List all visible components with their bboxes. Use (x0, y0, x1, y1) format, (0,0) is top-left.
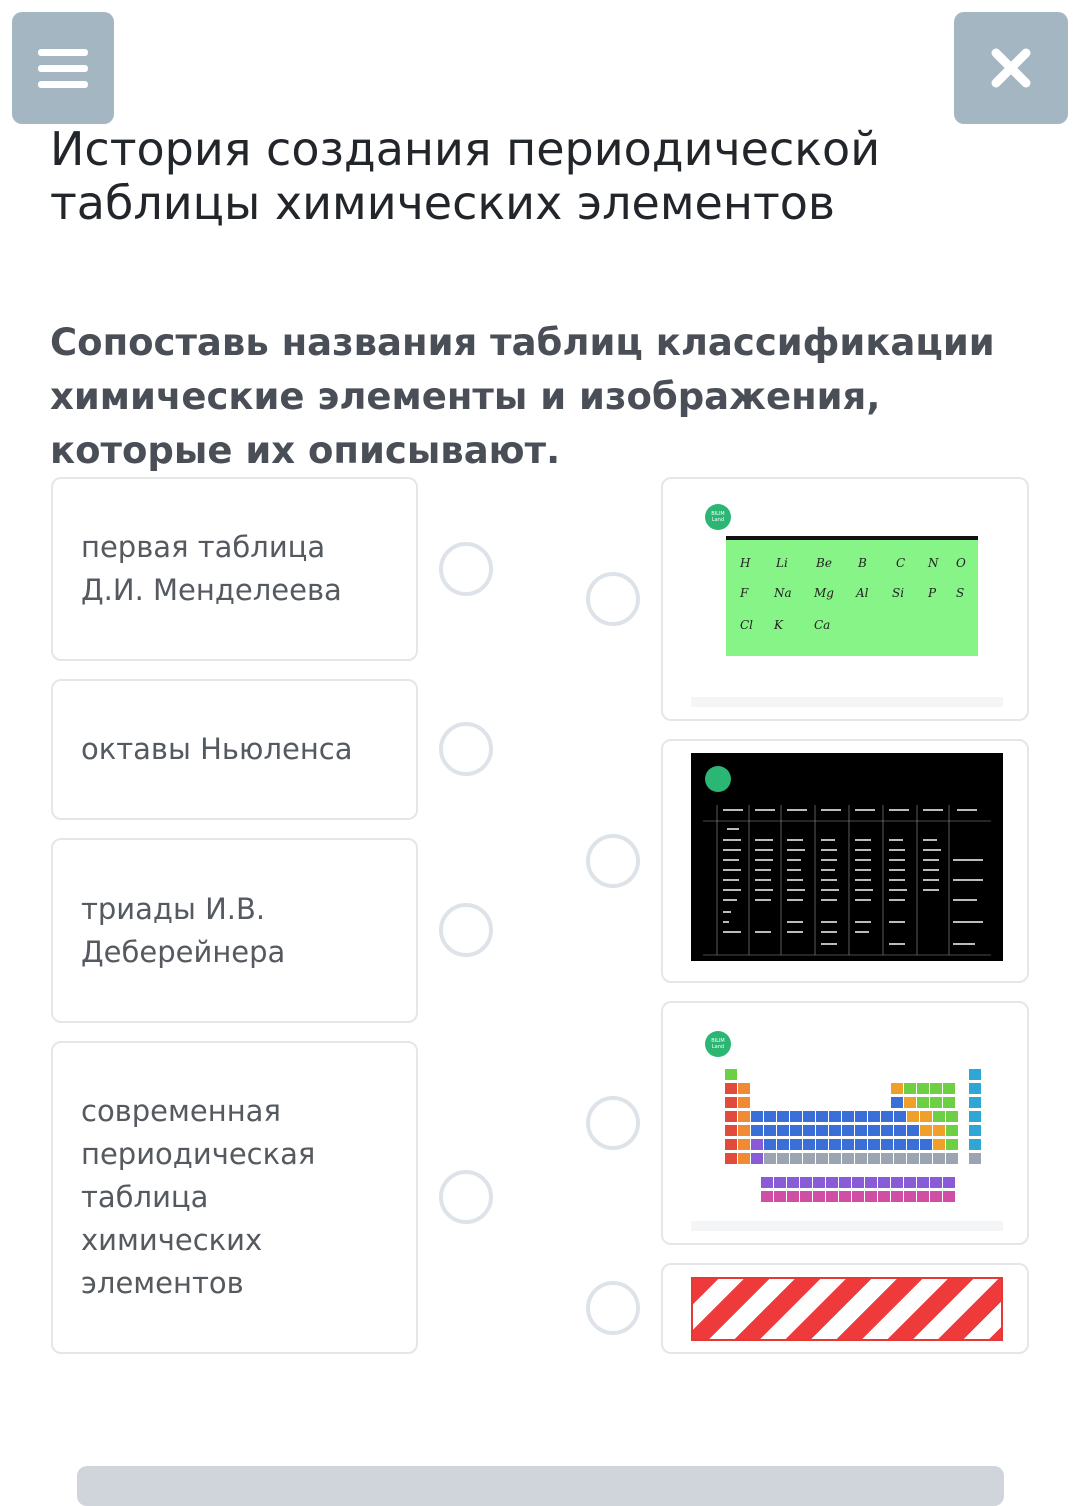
bilimland-logo: BILIM Land (705, 1031, 731, 1057)
question-text: Сопоставь названия таблиц классификации химические элементы и изображения, которые их описывают. (50, 321, 995, 472)
option-label-1: первая таблица Д.И. Менделеева (81, 530, 342, 607)
right-connector-2[interactable] (586, 834, 640, 888)
right-connector-1[interactable] (586, 572, 640, 626)
image-footer-strip (691, 697, 1003, 707)
left-connector-2[interactable] (439, 722, 493, 776)
modern-periodic-table-image (713, 1053, 983, 1213)
right-connector-3[interactable] (586, 1096, 640, 1150)
bilimland-logo: BILIM Land (705, 504, 731, 530)
image-card-2[interactable] (661, 739, 1029, 983)
left-connector-1[interactable] (439, 542, 493, 596)
option-label-3: триады И.В. Деберейнера (81, 891, 286, 969)
left-connector-3[interactable] (439, 903, 493, 957)
newlands-green-table-image: H Li Be B C N O F Na Mg Al Si P S Cl K Ca (726, 536, 978, 656)
hamburger-icon (38, 40, 88, 97)
submit-button[interactable] (77, 1466, 1004, 1506)
mendeleev-table-image (691, 753, 1003, 961)
close-button[interactable] (954, 12, 1068, 124)
option-card-1[interactable] (51, 477, 418, 661)
option-card-2[interactable] (51, 679, 418, 820)
image-card-1[interactable] (661, 477, 1029, 721)
left-connector-4[interactable] (439, 1170, 493, 1224)
right-connector-4[interactable] (586, 1281, 640, 1335)
image-card-3[interactable] (661, 1001, 1029, 1245)
option-label-4: современная периодическая таблица химических элементов (81, 1094, 316, 1300)
close-icon (989, 46, 1033, 90)
image-footer-strip (691, 1221, 1003, 1231)
option-card-4[interactable] (51, 1041, 418, 1354)
missing-image-placeholder (691, 1277, 1003, 1341)
image-card-4[interactable] (661, 1263, 1029, 1354)
page-title: История создания периодической таблицы химических элементов (50, 122, 881, 230)
option-card-3[interactable] (51, 838, 418, 1023)
menu-button[interactable] (12, 12, 114, 124)
option-label-2: октавы Ньюленса (81, 732, 353, 766)
mendeleev-table-graphic (691, 753, 1003, 961)
